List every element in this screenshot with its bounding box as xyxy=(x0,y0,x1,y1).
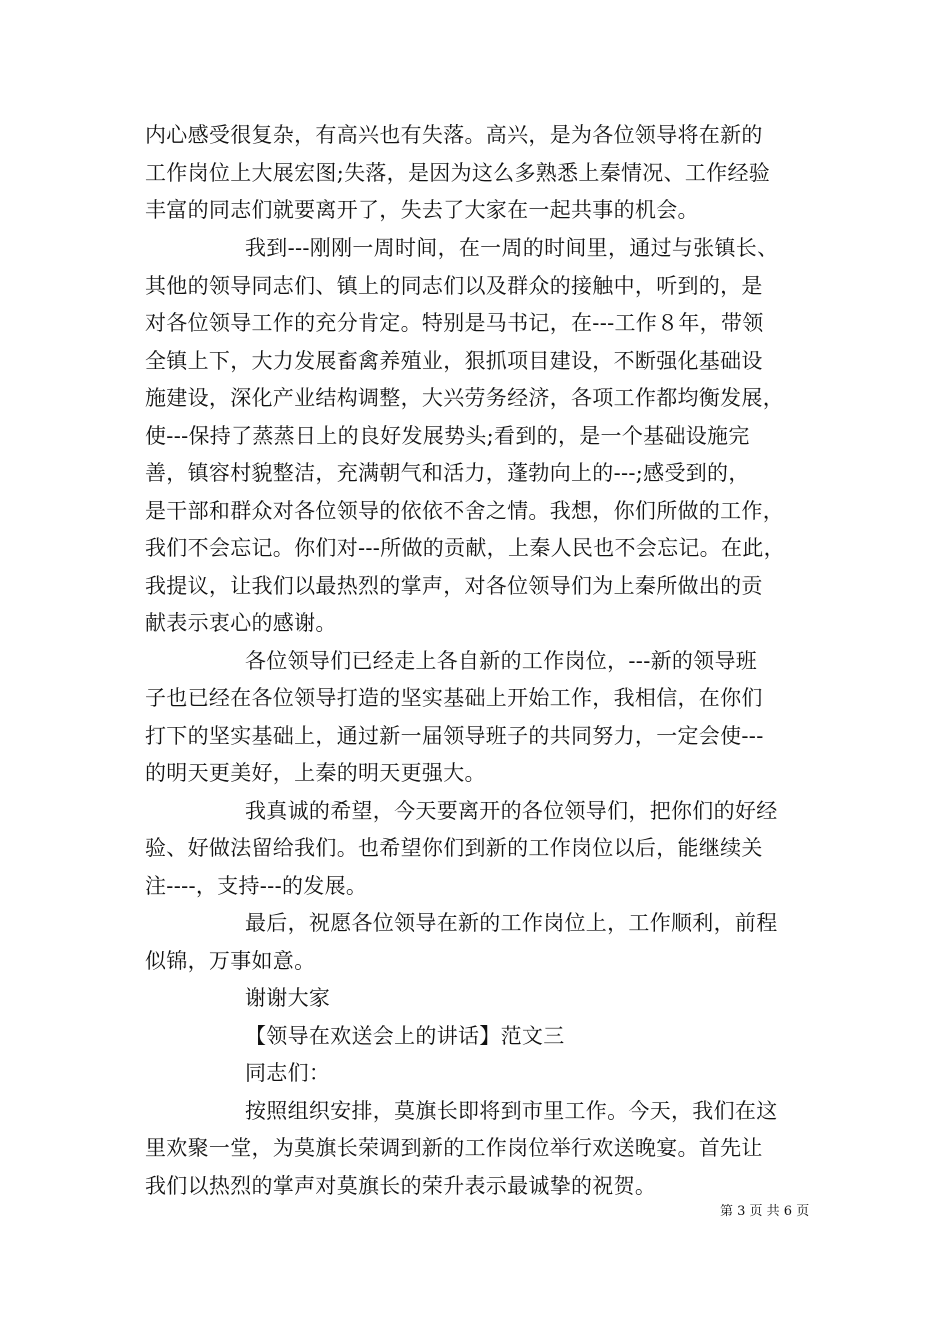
text-line: 对各位领导工作的充分肯定。特别是马书记，在---工作８年，带领 xyxy=(145,311,764,335)
text-line: 打下的坚实基础上，通过新一届领导班子的共同努力，一定会使--- xyxy=(145,724,764,748)
text-line: 献表示衷心的感谢。 xyxy=(145,611,337,635)
paragraph-start-line: 各位领导们已经走上各自新的工作岗位，---新的领导班 xyxy=(245,649,758,673)
text-line: 工作岗位上大展宏图;失落，是因为这么多熟悉上秦情况、工作经验 xyxy=(145,161,771,185)
text-line: 验、好做法留给我们。也希望你们到新的工作岗位以后，能继续关 xyxy=(145,836,763,860)
text-line: 似锦，万事如意。 xyxy=(145,949,316,973)
text-line: 我们不会忘记。你们对---所做的贡献，上秦人民也不会忘记。在此， xyxy=(145,536,785,560)
paragraph-start-line: 我到---刚刚一周时间，在一周的时间里，通过与张镇长、 xyxy=(245,236,779,260)
text-line: 丰富的同志们就要离开了，失去了大家在一起共事的机会。 xyxy=(145,198,699,222)
section-heading: 【领导在欢送会上的讲话】范文三 xyxy=(245,1024,565,1048)
text-line: 善，镇容村貌整洁，充满朝气和活力，蓬勃向上的---;感受到的， xyxy=(145,461,750,485)
text-line: 内心感受很复杂，有高兴也有失落。高兴，是为各位领导将在新的 xyxy=(145,123,763,147)
text-line: 我提议，让我们以最热烈的掌声，对各位领导们为上秦所做出的贡 xyxy=(145,574,763,598)
paragraph-start-line: 我真诚的希望，今天要离开的各位领导们，把你们的好经 xyxy=(245,799,778,823)
text-line: 的明天更美好，上秦的明天更强大。 xyxy=(145,761,486,785)
text-line: 其他的领导同志们、镇上的同志们以及群众的接触中，听到的，是 xyxy=(145,274,763,298)
text-line: 使---保持了蒸蒸日上的良好发展势头;看到的，是一个基础设施完 xyxy=(145,424,750,448)
page-number: 第 3 页 共 6 页 xyxy=(720,1204,810,1219)
text-line: 施建设，深化产业结构调整，大兴劳务经济，各项工作都均衡发展， xyxy=(145,386,784,410)
text-line: 注----，支持---的发展。 xyxy=(145,874,368,898)
text-line: 是干部和群众对各位领导的依依不舍之情。我想，你们所做的工作， xyxy=(145,499,784,523)
text-line: 全镇上下，大力发展畜禽养殖业，狠抓项目建设，不断强化基础设 xyxy=(145,349,763,373)
text-line: 我们以热烈的掌声对莫旗长的荣升表示最诚挚的祝贺。 xyxy=(145,1174,657,1198)
salutation: 同志们： xyxy=(245,1061,331,1085)
text-line: 里欢聚一堂，为莫旗长荣调到新的工作岗位举行欢送晚宴。首先让 xyxy=(145,1136,763,1160)
closing-line: 谢谢大家 xyxy=(245,986,331,1010)
paragraph-start-line: 最后，祝愿各位领导在新的工作岗位上，工作顺利，前程 xyxy=(245,911,778,935)
text-line: 子也已经在各位领导打造的坚实基础上开始工作，我相信，在你们 xyxy=(145,686,763,710)
paragraph-start-line: 按照组织安排，莫旗长即将到市里工作。今天，我们在这 xyxy=(245,1099,778,1123)
